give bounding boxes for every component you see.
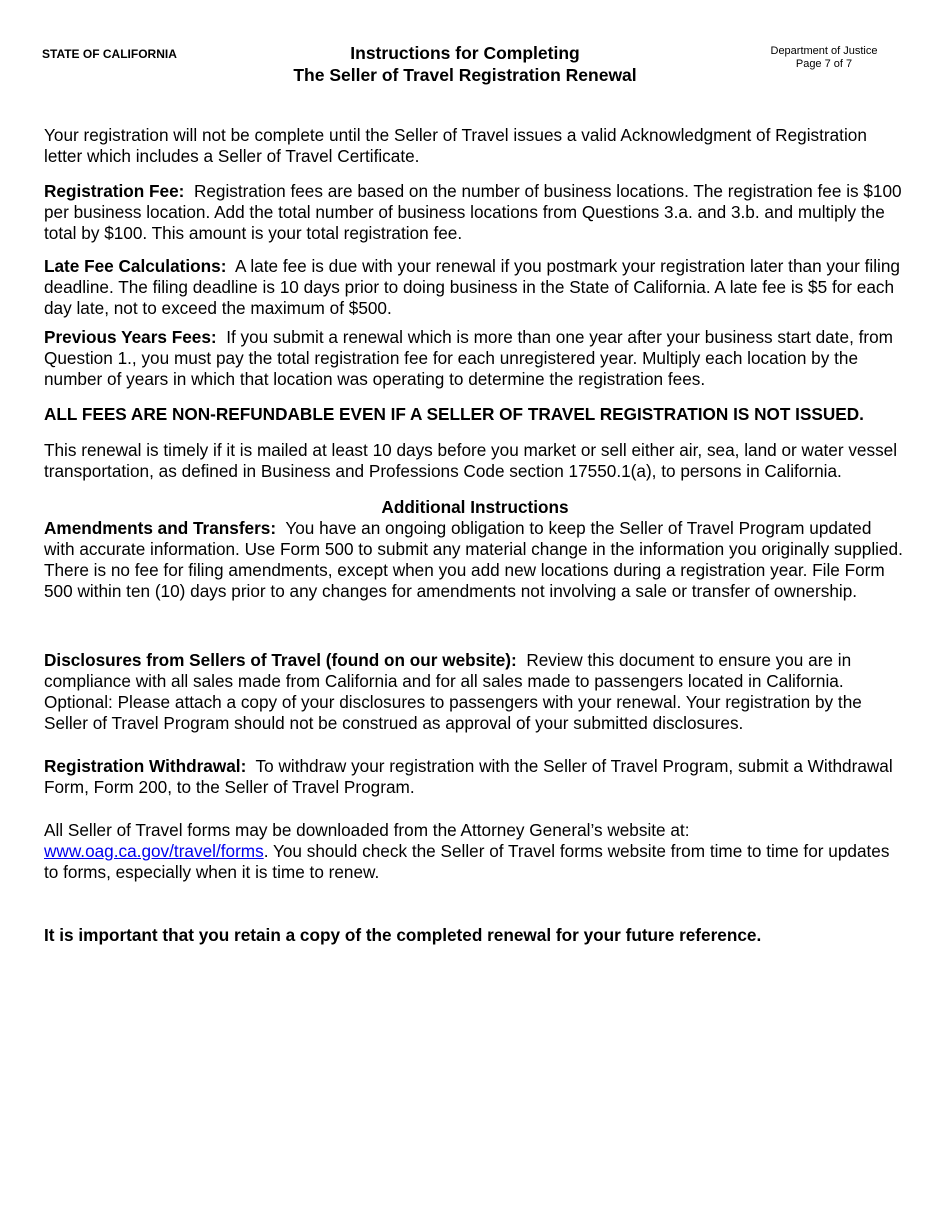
disclosures-text: Review this document to ensure you are in compliance with all sales made from California and for all sales made to passengers located in California. Optional: Please attach a copy of your disclosures to passengers with your renewal. Your registration by the Seller of Travel Program should not be construed as approval of your submitted disclosures. <box>44 650 862 733</box>
page-number: Page 7 of 7 <box>795 58 853 70</box>
disclosures-paragraph <box>44 650 906 734</box>
late-fee-paragraph <box>44 256 906 319</box>
forms-link[interactable]: www.oag.ca.gov/travel/forms <box>44 841 264 861</box>
amendments-paragraph <box>44 518 906 602</box>
previous-years-text: If you submit a renewal which is more than one year after your business start date, from Question 1., you must pay the total registration fee for each unregistered year. Multiply each location by the number of years in which that location was operating to determine the registration fees. <box>44 327 893 389</box>
registration-fee-text: Registration fees are based on the number of business locations. The registration fee is $100 per business location. Add the total number of business locations from Questions 3.a. and 3.b. and multiply the total by $100. This amount is your total registration fee. <box>44 181 902 243</box>
registration-fee-paragraph <box>44 181 906 244</box>
intro-paragraph: Your registration will not be complete until the Seller of Travel issues a valid Acknowledgment of Registration letter which includes a Seller of Travel Certificate. <box>44 125 867 166</box>
withdrawal-paragraph <box>44 756 906 798</box>
previous-years-label: Previous Years Fees: <box>44 327 217 347</box>
department-block <box>745 45 903 71</box>
closing-notice: It is important that you retain a copy of the completed renewal for your future reference. <box>44 925 762 945</box>
additional-instructions-heading: Additional Instructions <box>381 497 569 517</box>
forms-paragraph <box>44 820 906 883</box>
withdrawal-label: Registration Withdrawal: <box>44 756 247 776</box>
department-name: Department of Justice <box>770 45 878 57</box>
late-fee-label: Late Fee Calculations: <box>44 256 227 276</box>
forms-text-after: . You should check the Seller of Travel forms website from time to time for updates to forms, especially when it is time to renew. <box>44 841 890 882</box>
forms-text-before: All Seller of Travel forms may be downloaded from the Attorney General’s website at: <box>44 820 690 840</box>
previous-years-paragraph <box>44 327 906 390</box>
amendments-label: Amendments and Transfers: <box>44 518 277 538</box>
disclosures-label: Disclosures from Sellers of Travel (found on our website): <box>44 650 517 670</box>
non-refundable-notice: ALL FEES ARE NON-REFUNDABLE EVEN IF A SELLER OF TRAVEL REGISTRATION IS NOT ISSUED. <box>44 404 864 424</box>
title-line-1: Instructions for Completing <box>350 43 580 63</box>
withdrawal-text: To withdraw your registration with the Seller of Travel Program, submit a Withdrawal Form, Form 200, to the Seller of Travel Program. <box>44 756 893 797</box>
page-title <box>230 42 700 86</box>
timely-paragraph: This renewal is timely if it is mailed at least 10 days before you market or sell either air, sea, land or water vessel transportation, as defined in Business and Professions Code section 17550.1(a), to persons in California. <box>44 440 898 481</box>
late-fee-text: A late fee is due with your renewal if you postmark your registration later than your filing deadline. The filing deadline is 10 days prior to doing business in the State of California. A late fee is $5 for each day late, not to exceed the maximum of $500. <box>44 256 900 318</box>
state-label: STATE OF CALIFORNIA <box>42 47 177 61</box>
title-line-2: The Seller of Travel Registration Renewal <box>293 65 637 85</box>
instructions-body <box>44 125 906 946</box>
amendments-text: You have an ongoing obligation to keep the Seller of Travel Program updated with accurate information. Use Form 500 to submit any material change in the information you originally supplied. There is no fee for filing amendments, except when you add new locations during a registration year. File Form 500 within ten (10) days prior to any changes for amendments not involving a sale or transfer of ownership. <box>44 518 903 601</box>
registration-fee-label: Registration Fee: <box>44 181 185 201</box>
